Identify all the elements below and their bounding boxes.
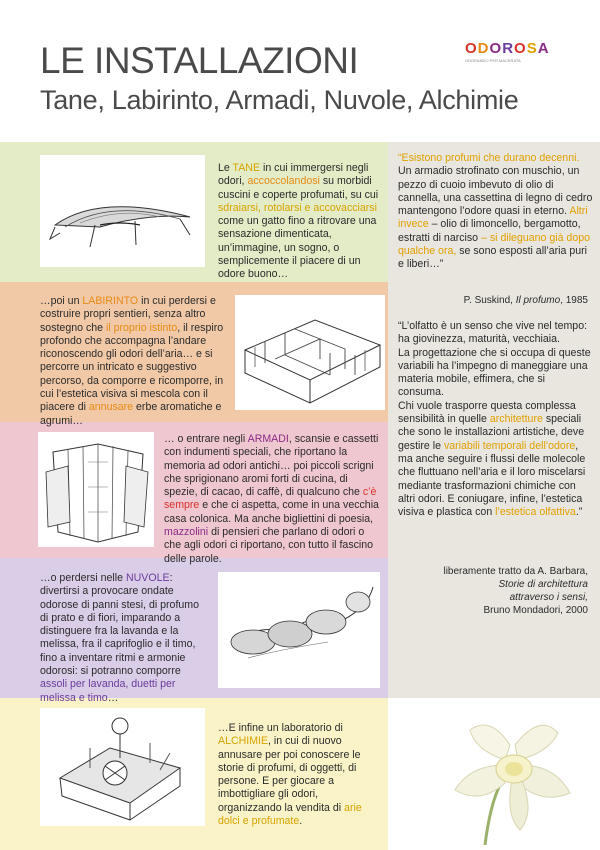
- armadi-text: … o entrare negli ARMADI, scansie e cassetti con indumenti speciali, che riportano la memoria ad odori antichi… poi piccoli scrigni che sprigionano aromi forti di cucina, di spezie, di cacao, di caffè, di qualcuno che c’è sempre e che ci aspetta, come in una vecchia casa colonica. Ma anche bigliettini di poesia, mazzolini di pensieri che parlano di odori o che agli odori ci riportano, con tutto il fascino delle parole.: [164, 433, 379, 565]
- alchimie-text: …E infine un laboratorio di ALCHIMIE, in cui di nuovo annusare per poi conoscere le storie di profumi, di oggetti, di persone. E per giocare a imbottigliare gli odori, organizzando la vendita di arie dolci e profumate.: [218, 722, 362, 828]
- nuvole-illustration: [218, 572, 380, 688]
- labirinto-illustration: [235, 295, 385, 410]
- quote-barbara: “L’olfatto è un senso che vive nel tempo: ha giovinezza, maturità, vecchiaia. La progettazione che si occupa di queste variabili ha l’impegno di maneggiare una materia mobile, effimera, che si consuma. Chi vuole trasporre questa complessa sensibilità in quelle architetture speciali che sono le installazioni artistiche, deve gestire le variabili temporali dell’odore, ma anche seguire i flussi delle molecole che fluttuano nell’aria e il loro miscelarsi mediante trasformazioni chimiche con altri odori. E coniugare, infine, l’estetica visiva e plastica con l’estetica olfattiva.”: [398, 320, 591, 519]
- quote-suskind-citation: P. Suskind, Il profumo, 1985: [463, 295, 588, 306]
- narcissus-flower-image: [430, 705, 590, 845]
- page-title: LE INSTALLAZIONI: [40, 40, 359, 81]
- tane-keyword: TANE: [232, 162, 261, 174]
- quote-barbara-citation: liberamente tratto da A. Barbara, Storie di architettura attraverso i sensi, Bruno Mondadori, 2000: [443, 566, 588, 616]
- nuvole-keyword: NUVOLE: [125, 572, 170, 584]
- odorosa-logo: [465, 40, 565, 70]
- alchimie-keyword: ALCHIMIE: [218, 735, 269, 748]
- tane-illustration: [40, 155, 205, 267]
- tane-text: Le TANE in cui immergersi negli odori, accoccolandosi su morbidi cuscini e coperte profumati, su cui sdraiarsi, rotolarsi e accovacciarsi come un gatto fino a ritrovare una sensazione dimenticata, un’immagine, un sogno, o semplicemente il piacere di un odore buono…: [218, 162, 379, 281]
- quote-suskind: “Esistono profumi che durano decenni. Un armadio strofinato con muschio, un pezzo di cuoio imbevuto di olio di cannella, una cassettina di legno di cedro mantengono l’odore quasi in eterno. Altri invece – olio di limoncello, bergamotto, estratti di narciso – si dileguano già dopo qualche ora, se sono esposti all’aria puri e liberi…”: [398, 152, 593, 271]
- alchimie-illustration: [40, 708, 205, 826]
- logo-subtitle: ODORANDO PER MACERATA: [465, 58, 521, 63]
- armadi-keyword: ARMADI: [247, 433, 289, 445]
- labirinto-keyword: LABIRINTO: [82, 295, 139, 307]
- logo-text: ODOROSA: [465, 40, 550, 57]
- page-subtitle: Tane, Labirinto, Armadi, Nuvole, Alchimie: [40, 85, 519, 115]
- nuvole-text: …o perdersi nelle NUVOLE: divertirsi a provocare ondate odorose di panni stesi, di profumo di prato e di fiori, imparando a distinguere fra la lavanda e la melissa, fra il caprifoglio e il timo, fino a inventare ritmi e armonie odorosi: si potranno comporre assoli per lavanda, duetti per melissa e timo…: [40, 572, 199, 704]
- armadi-illustration: [38, 432, 154, 547]
- labirinto-text: …poi un LABIRINTO in cui perdersi e costruire propri sentieri, senza altro sostegno che il proprio istinto, il respiro profondo che accompagna l’andare riconoscendo gli odori dell’aria… e si percorre un intricato e suggestivo percorso, da comporre e ricomporre, in cui l’estetica visiva si mescola con il piacere di annusare erbe aromatiche e agrumi…: [40, 295, 224, 427]
